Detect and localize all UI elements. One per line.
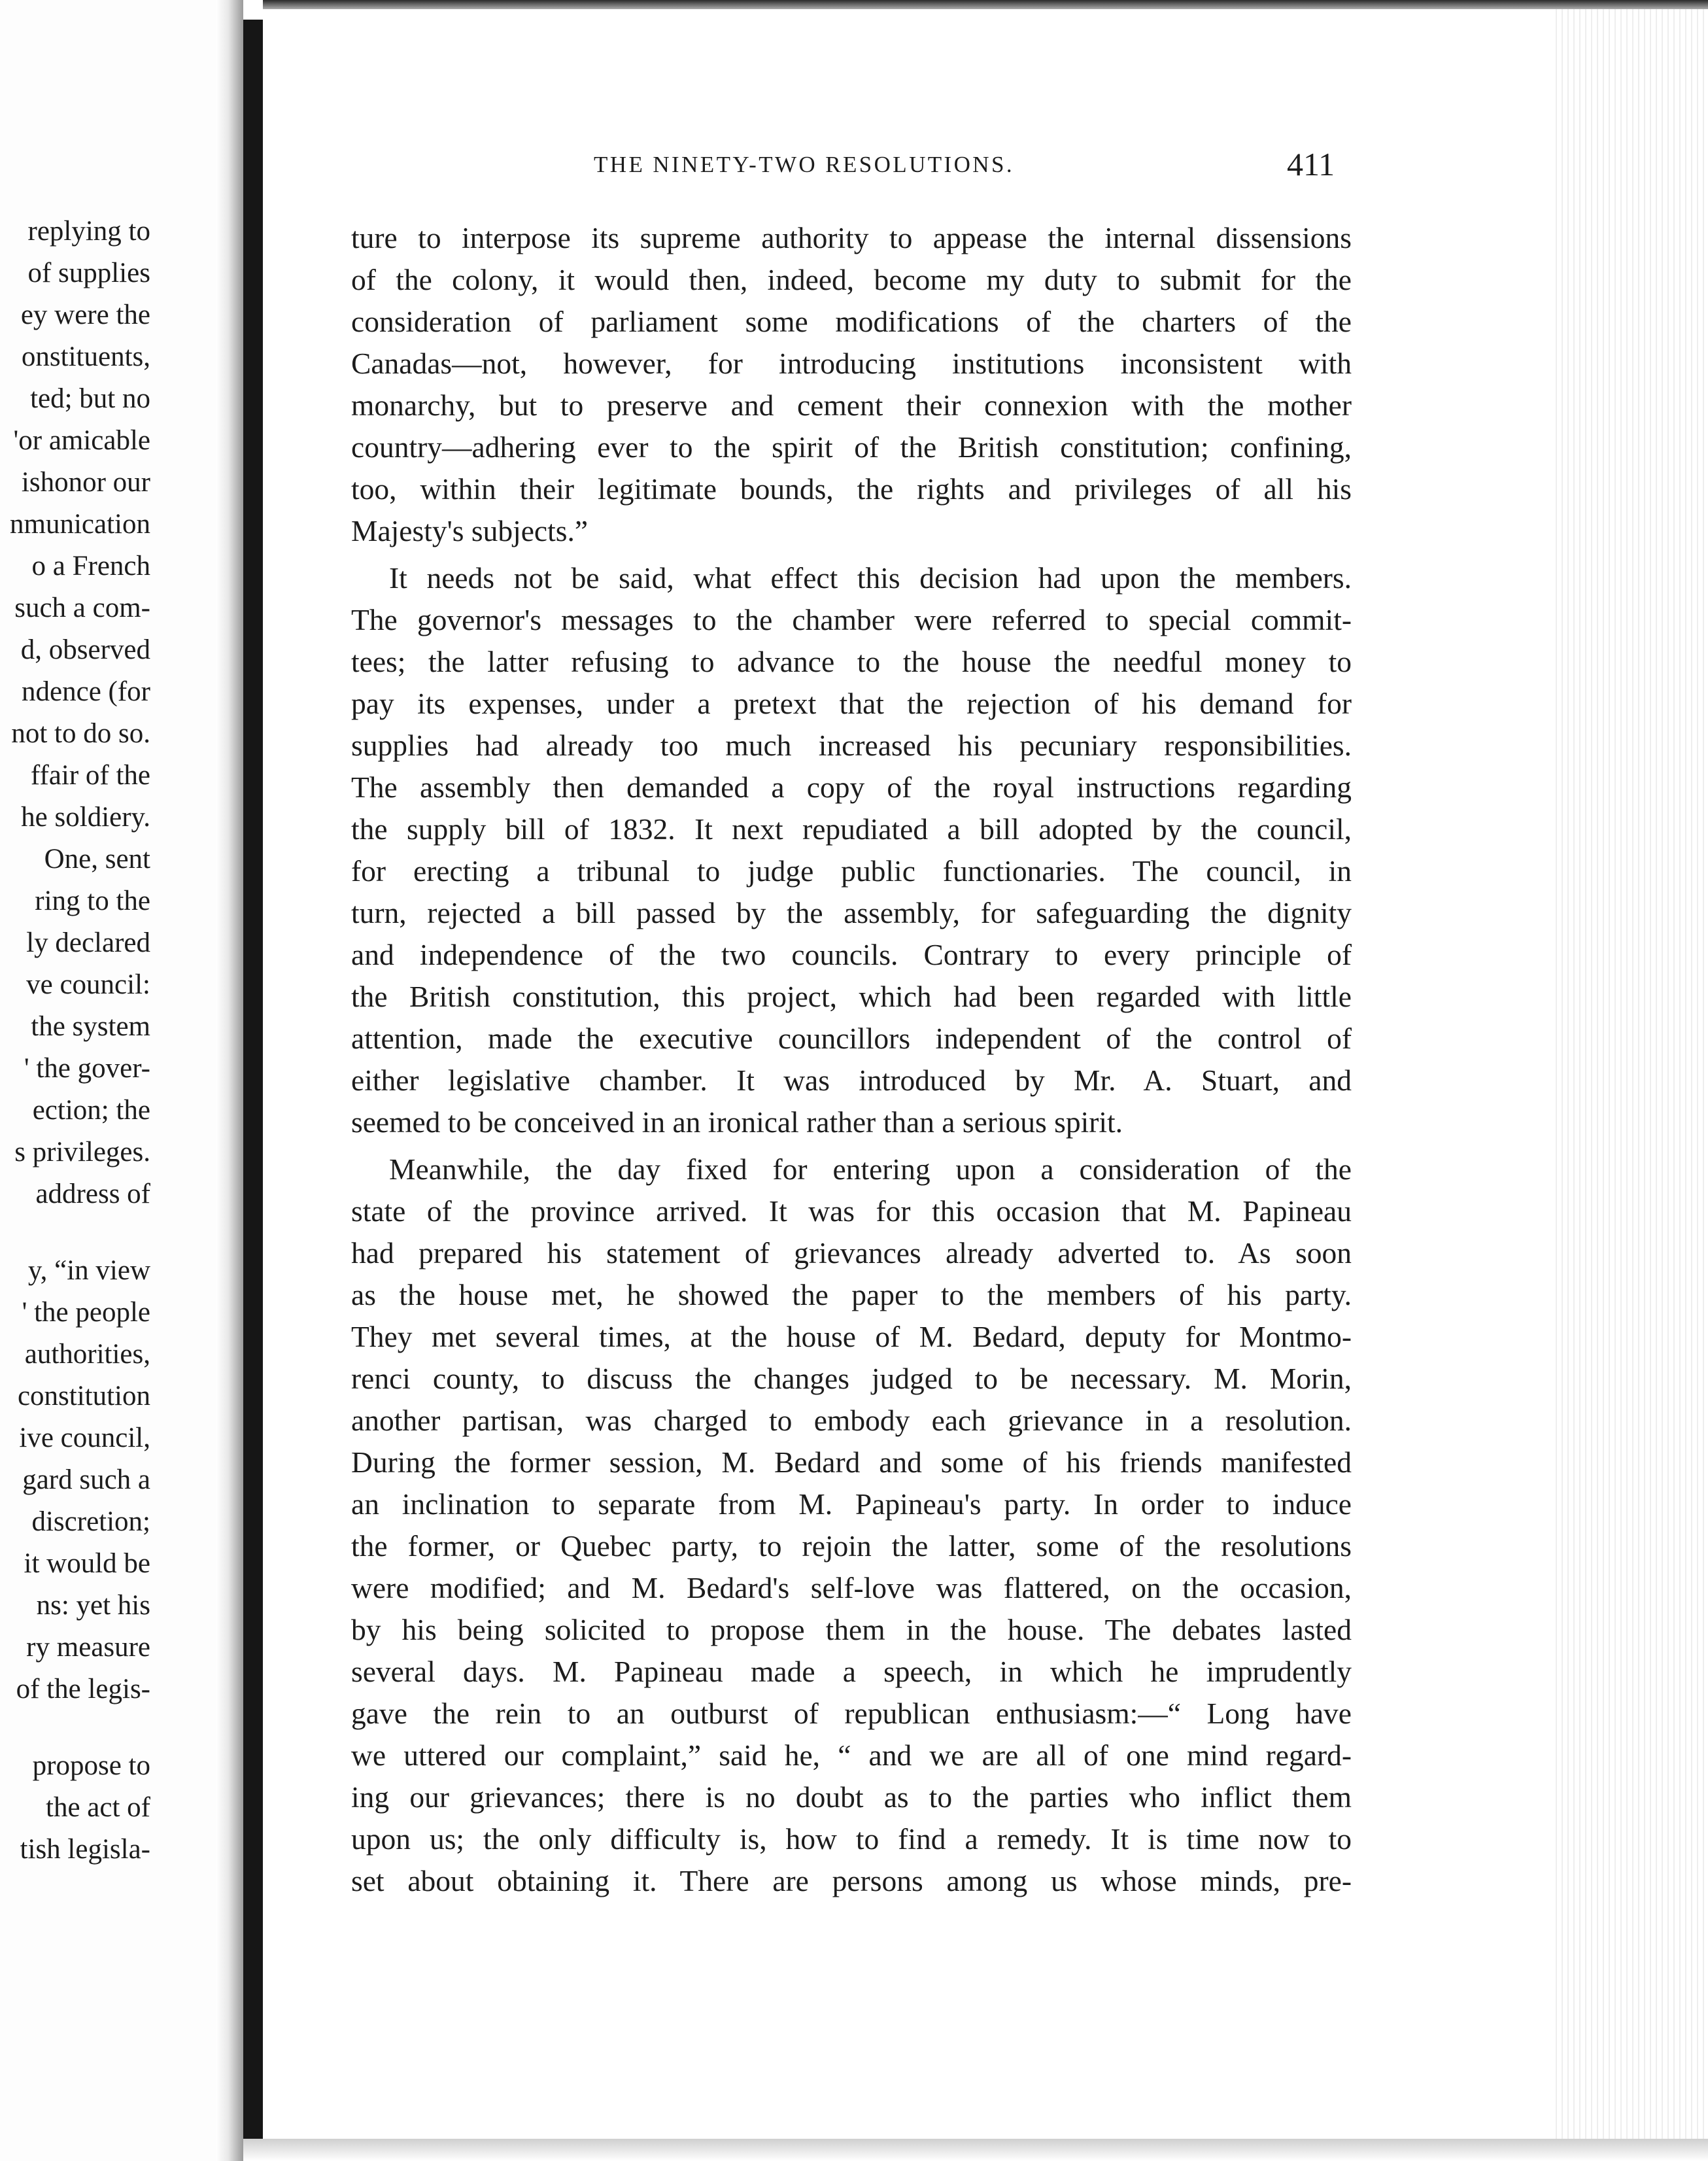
left-page (0, 0, 222, 2161)
text-line: renci county, to discuss the changes judged to be necessary. M. Morin, (351, 1362, 1352, 1395)
left-page-line: authorities, (24, 1339, 150, 1370)
text-line: supplies had already too much increased his pecuniary responsibilities. (351, 729, 1352, 762)
text-line: They met several times, at the house of M. Bedard, deputy for Montmo- (351, 1320, 1352, 1353)
left-page-line: ns: yet his (36, 1590, 150, 1621)
text-line: It needs not be said, what effect this decision had upon the members. (389, 561, 1352, 595)
text-line: another partisan, was charged to embody each grievance in a resolution. (351, 1404, 1352, 1437)
left-page-line: discretion; (31, 1506, 150, 1537)
left-page-line: ndence (for (22, 676, 150, 707)
text-line: by his being solicited to propose them in the house. The debates lasted (351, 1613, 1352, 1646)
left-page-gap (0, 1215, 150, 1250)
left-page-line: s privileges. (14, 1137, 150, 1167)
left-page-line: d, observed (20, 634, 150, 665)
text-line: ture to interpose its supreme authority to appease the internal dissensions (351, 221, 1352, 254)
text-line: upon us; the only difficulty is, how to find a remedy. It is time now to (351, 1822, 1352, 1856)
text-line: During the former session, M. Bedard and some of his friends manifested (351, 1445, 1352, 1479)
left-page-line: address of (35, 1179, 150, 1209)
text-line: tees; the latter refusing to advance to the house the needful money to (351, 645, 1352, 678)
left-page-line: the system (31, 1011, 150, 1042)
text-line: seemed to be conceived in an ironical rather than a serious spirit. (351, 1105, 1123, 1139)
page-bottom-edge (243, 2139, 1708, 2161)
text-line: attention, made the executive councillors independent of the control of (351, 1022, 1352, 1055)
running-head: THE NINETY-TWO RESOLUTIONS. (594, 152, 1014, 177)
left-page-line: constitution (17, 1381, 150, 1411)
left-page-text (0, 211, 150, 1871)
text-line: The governor's messages to the chamber were referred to special commit- (351, 603, 1352, 636)
text-line: the former, or Quebec party, to rejoin the latter, some of the resolutions (351, 1529, 1352, 1563)
text-line: of the colony, it would then, indeed, become my duty to submit for the (351, 263, 1352, 296)
text-line: pay its expenses, under a pretext that the rejection of his demand for (351, 687, 1352, 720)
text-line: monarchy, but to preserve and cement their connexion with the mother (351, 389, 1352, 422)
text-line: an inclination to separate from M. Papineau's party. In order to induce (351, 1487, 1352, 1521)
left-page-line: propose to (32, 1750, 150, 1781)
left-page-line: ffair of the (30, 760, 150, 791)
text-line: state of the province arrived. It was for this occasion that M. Papineau (351, 1194, 1352, 1228)
left-page-line: One, sent (44, 844, 150, 874)
left-page-line: ive council, (19, 1423, 150, 1453)
text-line: Meanwhile, the day fixed for entering upon a consideration of the (389, 1152, 1352, 1186)
left-page-line: of the legis- (16, 1674, 150, 1704)
text-line: Majesty's subjects.” (351, 514, 589, 547)
left-page-line: ly declared (26, 927, 150, 958)
page-number: 411 (1287, 146, 1335, 182)
paragraph-gap (351, 552, 1352, 557)
text-line: country—adhering ever to the spirit of the British constitution; confining, (351, 430, 1352, 464)
left-page-line: it would be (24, 1548, 150, 1579)
text-line: several days. M. Papineau made a speech, in which he imprudently (351, 1655, 1352, 1688)
left-page-line: y, “in view (27, 1255, 150, 1286)
left-page-line: gard such a (22, 1464, 150, 1495)
text-line: the supply bill of 1832. It next repudiated a bill adopted by the council, (351, 812, 1352, 846)
left-page-line: ishonor our (21, 467, 150, 498)
paragraph-gap (351, 1143, 1352, 1149)
left-page-line: the act of (46, 1792, 150, 1823)
text-line: too, within their legitimate bounds, the rights and privileges of all his (351, 472, 1352, 506)
text-line: had prepared his statement of grievances already adverted to. As soon (351, 1236, 1352, 1270)
text-line: we uttered our complaint,” said he, “ and we are all of one mind regard- (351, 1738, 1352, 1772)
left-page-line: he soldiery. (21, 802, 150, 833)
page-fore-edge (1551, 9, 1708, 2139)
text-line: ing our grievances; there is no doubt as to the parties who inflict them (351, 1780, 1352, 1814)
gutter-shadow (216, 0, 243, 2161)
left-page-line: ey were the (20, 300, 150, 330)
left-page-line: 'or amicable (13, 425, 150, 456)
text-line: set about obtaining it. There are persons among us whose minds, pre- (351, 1864, 1352, 1897)
left-page-line: nmunication (10, 509, 150, 540)
text-line: for erecting a tribunal to judge public functionaries. The council, in (351, 854, 1352, 888)
text-line: gave the rein to an outburst of republican enthusiasm:—“ Long have (351, 1697, 1352, 1730)
left-page-line: ection; the (32, 1095, 150, 1126)
body-text (351, 217, 1352, 1902)
left-page-line: onstituents, (21, 341, 150, 372)
text-line: Canadas—not, however, for introducing institutions inconsistent with (351, 347, 1352, 380)
left-page-line: ring to the (35, 886, 150, 916)
text-line: The assembly then demanded a copy of the royal instructions regarding (351, 770, 1352, 804)
text-line: as the house met, he showed the paper to the members of his party. (351, 1278, 1352, 1311)
left-page-line: ry measure (26, 1632, 150, 1663)
text-line: and independence of the two councils. Contrary to every principle of (351, 938, 1352, 971)
left-page-line: of supplies (27, 258, 150, 288)
left-page-line: ' the gover- (24, 1053, 150, 1084)
text-line: were modified; and M. Bedard's self-love was flattered, on the occasion, (351, 1571, 1352, 1604)
left-page-gap (0, 1710, 150, 1745)
left-page-line: not to do so. (11, 718, 150, 749)
text-line: either legislative chamber. It was introduced by Mr. A. Stuart, and (351, 1063, 1352, 1097)
text-line: turn, rejected a bill passed by the assembly, for safeguarding the dignity (351, 896, 1352, 929)
left-page-line: tish legisla- (20, 1834, 150, 1865)
left-page-line: replying to (27, 216, 150, 247)
book-spine (243, 20, 263, 2139)
text-line: the British constitution, this project, which had been regarded with little (351, 980, 1352, 1013)
left-page-line: o a French (31, 551, 150, 581)
left-page-line: such a com- (14, 593, 150, 623)
left-page-line: ted; but no (30, 383, 150, 414)
text-line: consideration of parliament some modifications of the charters of the (351, 305, 1352, 338)
left-page-line: ve council: (26, 969, 150, 1000)
left-page-line: ' the people (22, 1297, 150, 1328)
